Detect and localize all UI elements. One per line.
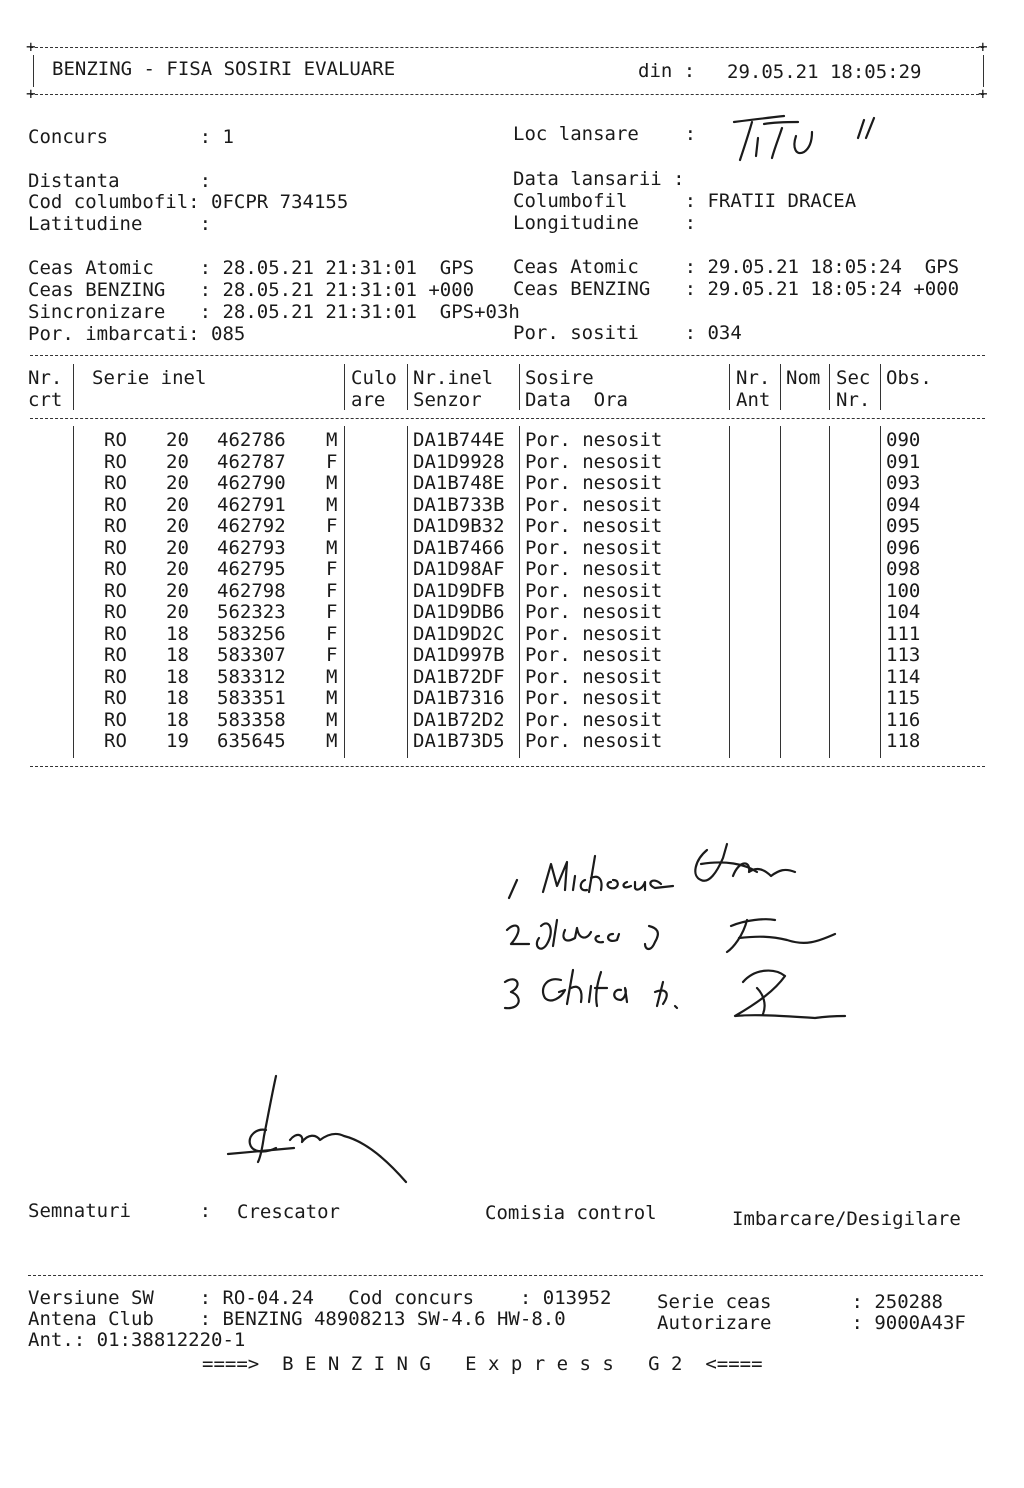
cell-senzor: DA1B7316 (413, 687, 505, 709)
cell-senzor: DA1B73D5 (413, 730, 505, 752)
loc-lansare-handwriting (700, 108, 890, 168)
cell-tara: RO (104, 708, 127, 731)
cell-inel: 462793 (217, 536, 286, 559)
distanta-line: Distanta : (28, 170, 212, 192)
cell-obs: 113 (886, 644, 921, 666)
cell-sosire: Por. nesosit (525, 708, 663, 731)
cell-sex: F (326, 558, 338, 580)
cell-senzor: DA1D98AF (413, 558, 505, 580)
cell-tara: RO (104, 622, 127, 645)
header-sosire: Sosire (525, 367, 594, 389)
cell-an: 18 (166, 622, 189, 645)
ceas-atomic-left: Ceas Atomic : 28.05.21 21:31:01 GPS (28, 257, 475, 279)
header-nr-inel: Nr.inel (413, 367, 494, 389)
cell-sex: M (326, 536, 338, 559)
din-label: din : (638, 60, 696, 82)
cell-senzor: DA1B733B (413, 493, 505, 516)
cell-obs: 116 (886, 708, 921, 731)
longitudine-line: Longitudine : (513, 212, 697, 234)
imbarcare-label: Imbarcare/Desigilare (732, 1208, 961, 1230)
cell-an: 18 (166, 687, 189, 709)
cell-sex: M (326, 429, 338, 451)
cell-tara: RO (104, 450, 127, 473)
cell-inel: 462787 (217, 450, 286, 473)
cell-sosire: Por. nesosit (525, 450, 663, 473)
ceas-atomic-right: Ceas Atomic : 29.05.21 18:05:24 GPS (513, 256, 960, 278)
cell-sex: M (326, 687, 338, 709)
cell-senzor: DA1D9D2C (413, 622, 505, 645)
cell-an: 20 (166, 579, 189, 602)
cell-senzor: DA1B72DF (413, 665, 505, 688)
cell-obs: 093 (886, 472, 921, 494)
autorizare-line: Autorizare : 9000A43F (657, 1312, 966, 1334)
header-sec-nr-2: Nr. (836, 389, 871, 411)
cell-sex: M (326, 730, 338, 752)
header-nom: Nom (786, 367, 821, 389)
header-culoare-1: Culo (351, 367, 397, 389)
cell-sosire: Por. nesosit (525, 601, 663, 623)
data-lansarii-line: Data lansarii : (513, 168, 685, 190)
cell-senzor: DA1B72D2 (413, 708, 505, 731)
table-row (0, 538, 1024, 560)
cell-obs: 091 (886, 450, 921, 473)
cell-obs: 090 (886, 429, 921, 451)
header-nr-crt-1: Nr. (28, 367, 63, 389)
table-row (0, 452, 1024, 474)
cell-tara: RO (104, 515, 127, 537)
cell-sosire: Por. nesosit (525, 622, 663, 645)
table-row (0, 495, 1024, 517)
cell-sex: F (326, 601, 338, 623)
header-serie-inel: Serie inel (92, 367, 207, 389)
cell-sosire: Por. nesosit (525, 644, 663, 666)
cell-sex: F (326, 450, 338, 473)
por-sositi-line: Por. sositi : 034 (513, 322, 742, 344)
concurs-line: Concurs : 1 (28, 126, 234, 148)
cell-an: 20 (166, 493, 189, 516)
cod-columbofil-line: Cod columbofil: 0FCPR 734155 (28, 191, 349, 213)
header-culoare-2: are (351, 389, 386, 411)
cell-an: 18 (166, 708, 189, 731)
document-title: BENZING - FISA SOSIRI EVALUARE (52, 58, 396, 80)
cell-an: 19 (166, 730, 189, 752)
cell-inel: 462792 (217, 515, 286, 537)
cell-sosire: Por. nesosit (525, 429, 663, 451)
cell-obs: 094 (886, 493, 921, 516)
benzing-express-line: ====> B E N Z I N G E x p r e s s G 2 <==== (202, 1353, 763, 1375)
table-row (0, 624, 1024, 646)
cell-senzor: DA1D9B32 (413, 515, 505, 537)
cell-an: 18 (166, 644, 189, 666)
cell-sosire: Por. nesosit (525, 579, 663, 602)
cell-tara: RO (104, 472, 127, 494)
header-sec-nr-1: Sec (836, 367, 871, 389)
cell-sex: F (326, 579, 338, 602)
cell-sex: F (326, 644, 338, 666)
cell-sosire: Por. nesosit (525, 472, 663, 494)
cell-sex: M (326, 665, 338, 688)
cell-senzor: DA1B744E (413, 429, 505, 451)
cell-an: 20 (166, 472, 189, 494)
cell-tara: RO (104, 558, 127, 580)
cell-tara: RO (104, 665, 127, 688)
header-nr-ant-2: Ant (736, 389, 771, 411)
cell-sex: M (326, 493, 338, 516)
cell-tara: RO (104, 536, 127, 559)
ant-line: Ant.: 01:38812220-1 (28, 1329, 246, 1351)
cell-senzor: DA1B748E (413, 472, 505, 494)
table-row (0, 473, 1024, 495)
header-nr-ant-1: Nr. (736, 367, 771, 389)
cell-sex: M (326, 708, 338, 731)
cell-inel: 462795 (217, 558, 286, 580)
table-row (0, 559, 1024, 581)
cell-an: 20 (166, 429, 189, 451)
cell-inel: 583256 (217, 622, 286, 645)
cell-obs: 100 (886, 579, 921, 602)
cell-sosire: Por. nesosit (525, 558, 663, 580)
cell-sosire: Por. nesosit (525, 730, 663, 752)
table-row (0, 731, 1024, 753)
cell-sex: F (326, 515, 338, 537)
antena-line: Antena Club : BENZING 48908213 SW-4.6 HW-8.0 (28, 1308, 566, 1330)
columbofil-line: Columbofil : FRATII DRACEA (513, 190, 857, 212)
comisia-label: Comisia control (485, 1202, 657, 1224)
header-senzor: Senzor (413, 389, 482, 411)
por-imbarcati-line: Por. imbarcati: 085 (28, 323, 246, 345)
cell-senzor: DA1D9928 (413, 450, 505, 473)
ceas-benzing-left: Ceas BENZING : 28.05.21 21:31:01 +000 (28, 279, 475, 301)
cell-inel: 583312 (217, 665, 286, 688)
cell-obs: 111 (886, 622, 921, 645)
cell-inel: 562323 (217, 601, 286, 623)
cell-sex: M (326, 472, 338, 494)
cell-tara: RO (104, 579, 127, 602)
sincronizare-line: Sincronizare : 28.05.21 21:31:01 GPS+03h (28, 301, 520, 323)
serie-ceas-line: Serie ceas : 250288 (657, 1291, 943, 1313)
cell-sosire: Por. nesosit (525, 493, 663, 516)
table-row (0, 645, 1024, 667)
cell-an: 20 (166, 450, 189, 473)
table-row (0, 602, 1024, 624)
cell-inel: 583307 (217, 644, 286, 666)
crescator-signature-handwriting (220, 1070, 420, 1190)
cell-senzor: DA1B7466 (413, 536, 505, 559)
table-row (0, 688, 1024, 710)
semnaturi-label: Semnaturi : (28, 1200, 212, 1222)
header-obs: Obs. (886, 367, 932, 389)
cell-sosire: Por. nesosit (525, 665, 663, 688)
table-row (0, 710, 1024, 732)
cell-obs: 115 (886, 687, 921, 709)
cell-senzor: DA1D9DB6 (413, 601, 505, 623)
cell-an: 20 (166, 601, 189, 623)
cell-tara: RO (104, 429, 127, 451)
table-row (0, 581, 1024, 603)
cell-sosire: Por. nesosit (525, 515, 663, 537)
cell-tara: RO (104, 601, 127, 623)
cell-inel: 462786 (217, 429, 286, 451)
cell-tara: RO (104, 493, 127, 516)
cell-tara: RO (104, 644, 127, 666)
header-nr-crt-2: crt (28, 389, 63, 411)
cell-sex: F (326, 622, 338, 645)
ceas-benzing-right: Ceas BENZING : 29.05.21 18:05:24 +000 (513, 278, 960, 300)
commission-signatures-handwriting (495, 820, 955, 1040)
header-data-ora: Data Ora (525, 389, 628, 411)
versiune-line: Versiune SW : RO-04.24 Cod concurs : 013952 (28, 1287, 612, 1309)
cell-senzor: DA1D997B (413, 644, 505, 666)
table-row (0, 516, 1024, 538)
table-row (0, 430, 1024, 452)
cell-inel: 583351 (217, 687, 286, 709)
cell-obs: 114 (886, 665, 921, 688)
cell-obs: 096 (886, 536, 921, 559)
cell-an: 20 (166, 536, 189, 559)
cell-obs: 098 (886, 558, 921, 580)
cell-sosire: Por. nesosit (525, 687, 663, 709)
cell-inel: 462798 (217, 579, 286, 602)
cell-inel: 462790 (217, 472, 286, 494)
cell-tara: RO (104, 687, 127, 709)
din-value: 29.05.21 18:05:29 (727, 61, 922, 83)
cell-an: 20 (166, 515, 189, 537)
cell-obs: 095 (886, 515, 921, 537)
cell-senzor: DA1D9DFB (413, 579, 505, 602)
cell-obs: 118 (886, 730, 921, 752)
cell-inel: 462791 (217, 493, 286, 516)
cell-an: 20 (166, 558, 189, 580)
footer-divider (28, 1275, 983, 1276)
crescator-label: Crescator (237, 1201, 340, 1223)
cell-an: 18 (166, 665, 189, 688)
table-row (0, 667, 1024, 689)
cell-inel: 583358 (217, 708, 286, 731)
cell-obs: 104 (886, 601, 921, 623)
cell-sosire: Por. nesosit (525, 536, 663, 559)
latitudine-line: Latitudine : (28, 213, 212, 235)
loc-lansare-line: Loc lansare : (513, 123, 697, 145)
cell-tara: RO (104, 730, 127, 752)
cell-inel: 635645 (217, 730, 286, 752)
